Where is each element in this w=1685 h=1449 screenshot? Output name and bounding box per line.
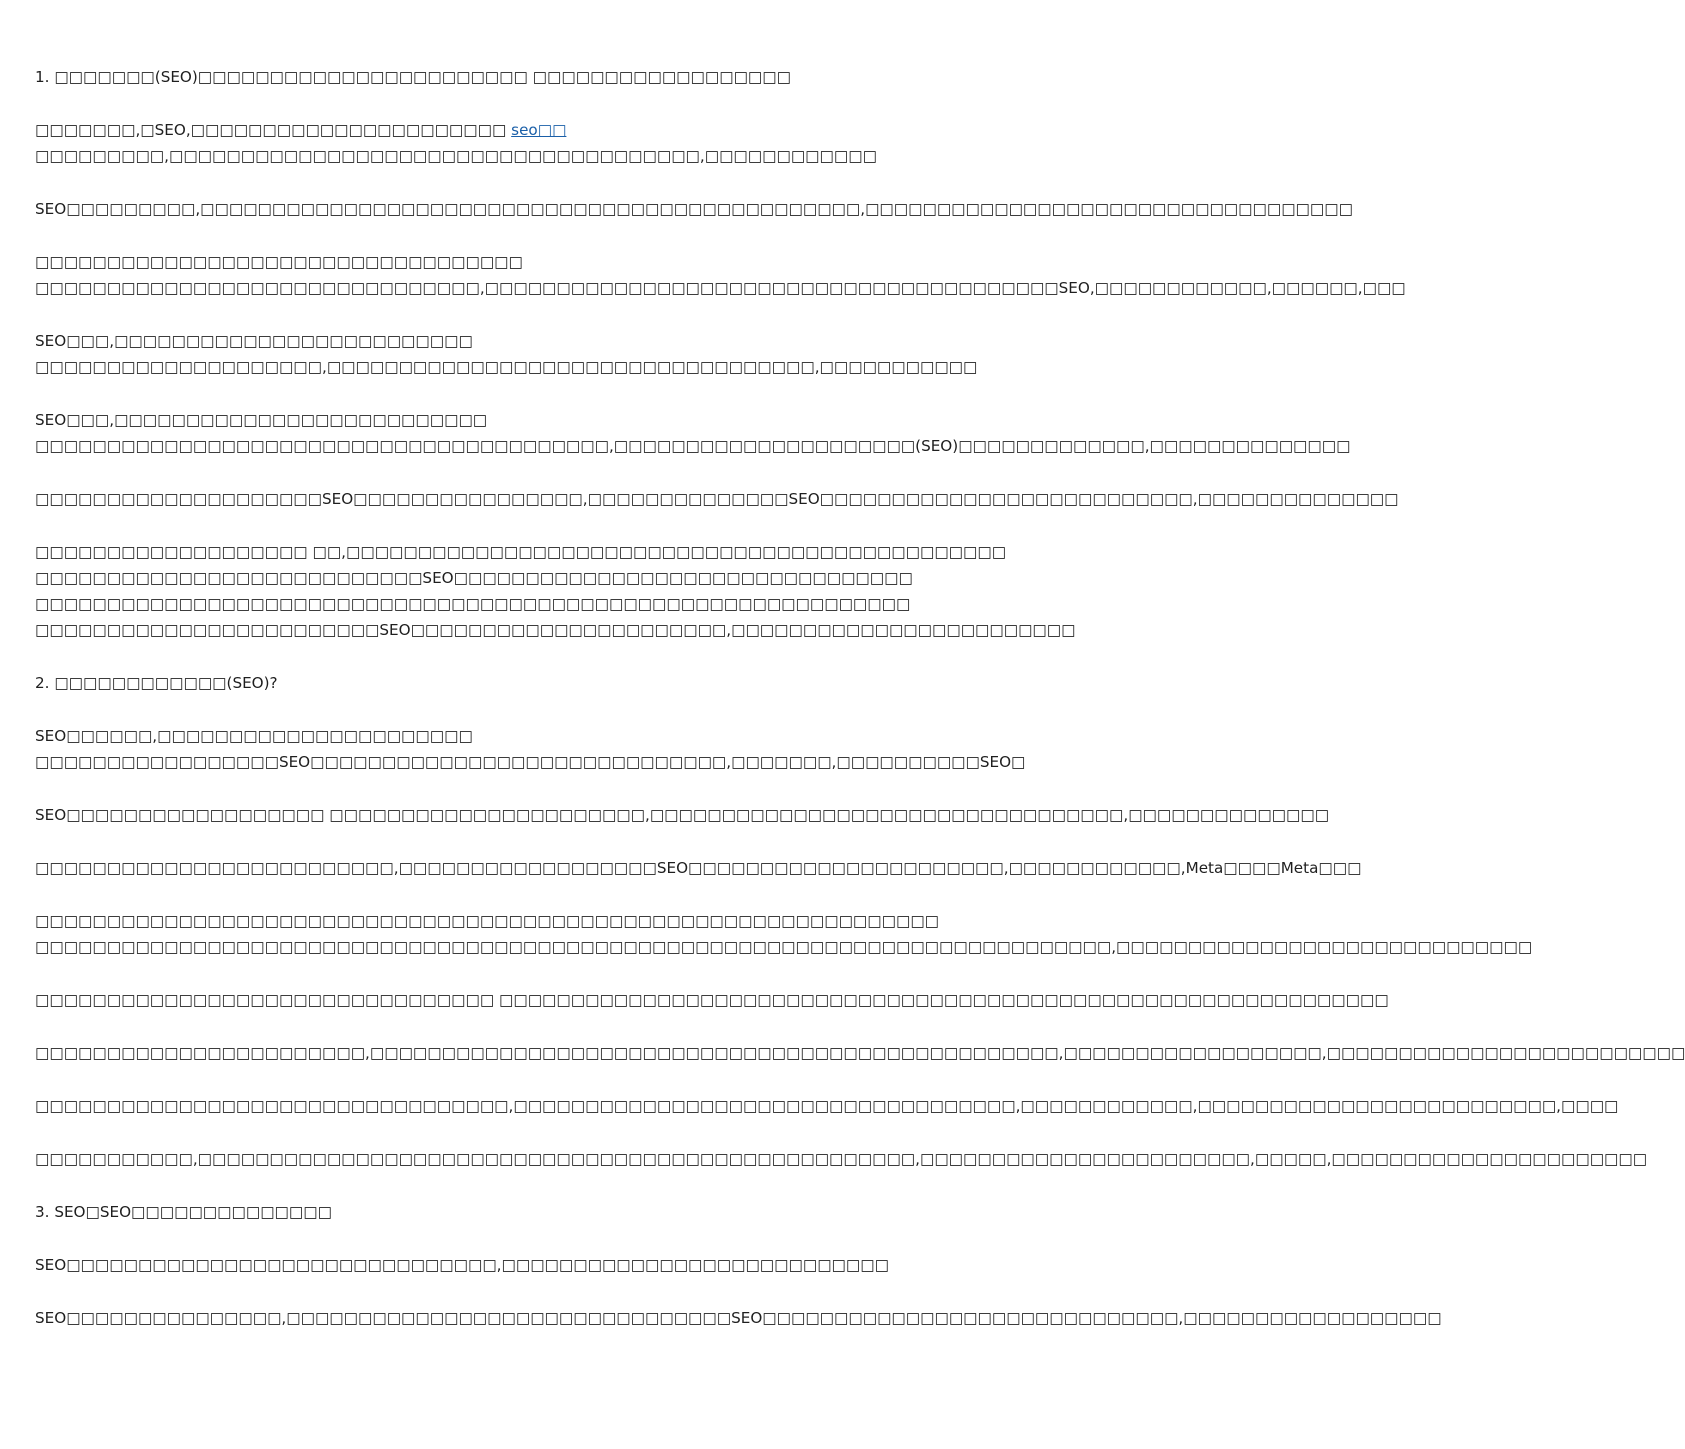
paragraph bbox=[35, 1146, 1648, 1172]
text-line bbox=[35, 591, 990, 617]
line-text: □□□□□□□□□□□□□□□□□□□ □□,□□□□□□□□□□□□□□□□□□□□□□□□□□□□□□□□□□□□□□□□□□□□□□ bbox=[35, 543, 1007, 561]
line-text: □□□□□□□□□□□□□□□□□□□□□□□□□□□□□□□□ □□□□□□□□□□□□□□□□□□□□□□□□□□□□□□□□□□□□□□□□□□□□□□□□□□□□□□□□□□□□□□ bbox=[35, 991, 1389, 1009]
text-line bbox=[35, 143, 990, 169]
text-line bbox=[35, 64, 990, 90]
text-line bbox=[35, 1305, 1442, 1331]
text-line bbox=[35, 1199, 990, 1225]
text-line bbox=[35, 617, 1076, 643]
text-line bbox=[35, 1146, 1648, 1172]
text-line bbox=[35, 196, 1353, 222]
paragraph bbox=[35, 670, 990, 696]
paragraph bbox=[35, 723, 1026, 775]
line-text: 1. □□□□□□□(SEO)□□□□□□□□□□□□□□□□□□□□□□□ □□□□□□□□□□□□□□□□□□ bbox=[35, 68, 791, 86]
line-text: □□□□□□□□□□□□□□□□□□□□□□□□□□□□□□□□□,□□□□□□□□□□□□□□□□□□□□□□□□□□□□□□□□□□□,□□□□□□□□□□□□,□□□□□□□□□□□□□□□□□□□□□□□□□,□□□□ bbox=[35, 1097, 1619, 1115]
line-text: SEO□□□,□□□□□□□□□□□□□□□□□□□□□□□□□ bbox=[35, 332, 473, 350]
text-line bbox=[35, 328, 990, 354]
seo-link[interactable]: seo□□ bbox=[511, 121, 567, 139]
text-line bbox=[35, 723, 990, 749]
paragraph bbox=[35, 1093, 1619, 1119]
text-line bbox=[35, 117, 990, 143]
text-line bbox=[35, 1093, 1619, 1119]
text-line bbox=[35, 749, 1026, 775]
line-text: □□□□□□□□□□□□□□□□□□□□□□□□□□□□□□□□□□□□□□□□□□□□□□□□□□□□□□□□□□□□□□□□□□□□□□□□□□□,□□□□□□□□□□□□□□□□□□□□□□□□□□□□□ bbox=[35, 938, 1533, 956]
line-text: SEO□□□,□□□□□□□□□□□□□□□□□□□□□□□□□□ bbox=[35, 411, 488, 429]
text-line bbox=[35, 433, 1351, 459]
line-text: SEO□□□□□□□□□,□□□□□□□□□□□□□□□□□□□□□□□□□□□□□□□□□□□□□□□□□□□□□□,□□□□□□□□□□□□□□□□□□□□□□□□□□□□□□□□□□ bbox=[35, 200, 1353, 218]
text-line bbox=[35, 908, 990, 934]
line-text: □□□□□□□□□□□□□□□□□□□□□□□□□,□□□□□□□□□□□□□□□□□□SEO□□□□□□□□□□□□□□□□□□□□□□,□□□□□□□□□□□□,Meta□□□□Meta□□□ bbox=[35, 859, 1362, 877]
text-line bbox=[35, 486, 1399, 512]
text-line bbox=[35, 802, 1330, 828]
text-line bbox=[35, 670, 990, 696]
text-line bbox=[35, 275, 1406, 301]
text-line bbox=[35, 855, 1362, 881]
text-line bbox=[35, 354, 990, 380]
paragraph bbox=[35, 64, 990, 90]
line-text: □□□□□□□□□□□□□□□□□□□□□□□□□□□□□□□,□□□□□□□□□□□□□□□□□□□□□□□□□□□□□□□□□□□□□□□□SEO,□□□□□□□□□□□□,□□□□□□,□□□ bbox=[35, 279, 1406, 297]
line-text: □□□□□□□□□□□□□□□□□□□□□□□□□□□□□□□□□□□□□□□□□□□□□□□□□□□□□□□□□□□□□ bbox=[35, 595, 911, 613]
line-text: □□□□□□□□□□□□□□□□□□□□□□□,□□□□□□□□□□□□□□□□□□□□□□□□□□□□□□□□□□□□□□□□□□□□□□□□,□□□□□□□□□□□□□□□□□□,□□□□□□□□□□□□□□□□□□□□□□□□□ bbox=[35, 1044, 1685, 1062]
text-line bbox=[35, 539, 1007, 565]
line-text: □□□□□□□□□,□□□□□□□□□□□□□□□□□□□□□□□□□□□□□□□□□□□□□,□□□□□□□□□□□□ bbox=[35, 147, 877, 165]
line-text: □□□□□□□□□□□□□□□□□□□□□□□□□□□□□□□□□□□□□□□□□□□□□□□□□□□□□□□□□□□□□□□ bbox=[35, 912, 940, 930]
text-line bbox=[35, 1252, 990, 1278]
line-text: SEO□□□□□□,□□□□□□□□□□□□□□□□□□□□□□ bbox=[35, 727, 473, 745]
paragraph bbox=[35, 196, 1353, 222]
line-text: □□□□□□□,□SEO,□□□□□□□□□□□□□□□□□□□□□□ bbox=[35, 121, 512, 139]
paragraph bbox=[35, 1199, 990, 1225]
line-text: □□□□□□□□□□□,□□□□□□□□□□□□□□□□□□□□□□□□□□□□□□□□□□□□□□□□□□□□□□□□□□,□□□□□□□□□□□□□□□□□□□□□□□,□□□□□,□□□□□□□□□□□□□□□□□□□□□□ bbox=[35, 1150, 1648, 1168]
text-line bbox=[35, 1040, 1685, 1066]
line-text: □□□□□□□□□□□□□□□□□□□□□□□□□□□□□□□□□□□□□□□□,□□□□□□□□□□□□□□□□□□□□□(SEO)□□□□□□□□□□□□□,□□□□□□□□□□□□□□ bbox=[35, 437, 1351, 455]
line-text: □□□□□□□□□□□□□□□□□□□□□□□□SEO□□□□□□□□□□□□□□□□□□□□□□,□□□□□□□□□□□□□□□□□□□□□□□□ bbox=[35, 621, 1076, 639]
paragraph bbox=[35, 328, 990, 380]
paragraph bbox=[35, 249, 1406, 301]
paragraph bbox=[35, 486, 1399, 512]
paragraph bbox=[35, 855, 1362, 881]
paragraph bbox=[35, 908, 1533, 960]
line-text: □□□□□□□□□□□□□□□□□□□□SEO□□□□□□□□□□□□□□□□,□□□□□□□□□□□□□□SEO□□□□□□□□□□□□□□□□□□□□□□□□□□,□□□□□□□□□□□□□□ bbox=[35, 490, 1399, 508]
line-text: □□□□□□□□□□□□□□□□□□□□,□□□□□□□□□□□□□□□□□□□□□□□□□□□□□□□□□□,□□□□□□□□□□□ bbox=[35, 358, 978, 376]
text-line bbox=[35, 987, 1389, 1013]
line-text: □□□□□□□□□□□□□□□□□□□□□□□□□□□□□□□□□□ bbox=[35, 253, 523, 271]
paragraph bbox=[35, 987, 1389, 1013]
paragraph bbox=[35, 1305, 1442, 1331]
line-text: 2. □□□□□□□□□□□□(SEO)? bbox=[35, 674, 278, 692]
paragraph bbox=[35, 1252, 990, 1278]
line-text: SEO□□□□□□□□□□□□□□□□□□ □□□□□□□□□□□□□□□□□□□□□□,□□□□□□□□□□□□□□□□□□□□□□□□□□□□□□□□□,□□□□□□□□□□□□□□ bbox=[35, 806, 1330, 824]
line-text: SEO□□□□□□□□□□□□□□□□□□□□□□□□□□□□□□,□□□□□□□□□□□□□□□□□□□□□□□□□□□ bbox=[35, 1256, 889, 1274]
paragraph bbox=[35, 407, 1351, 459]
text-line bbox=[35, 565, 990, 591]
document-body bbox=[35, 64, 1685, 1358]
paragraph bbox=[35, 1040, 1685, 1066]
paragraph bbox=[35, 802, 1330, 828]
paragraph bbox=[35, 539, 1076, 643]
line-text: 3. SEO□SEO□□□□□□□□□□□□□□ bbox=[35, 1203, 332, 1221]
text-line bbox=[35, 407, 990, 433]
line-text: SEO□□□□□□□□□□□□□□□,□□□□□□□□□□□□□□□□□□□□□□□□□□□□□□□SEO□□□□□□□□□□□□□□□□□□□□□□□□□□□□□,□□□□□□□□□□□□□□□□□□ bbox=[35, 1309, 1442, 1327]
line-text: □□□□□□□□□□□□□□□□□□□□□□□□□□□SEO□□□□□□□□□□□□□□□□□□□□□□□□□□□□□□□□ bbox=[35, 569, 913, 587]
text-line bbox=[35, 934, 1533, 960]
text-line bbox=[35, 249, 990, 275]
paragraph bbox=[35, 117, 990, 169]
line-text: □□□□□□□□□□□□□□□□□SEO□□□□□□□□□□□□□□□□□□□□□□□□□□□□□,□□□□□□□,□□□□□□□□□□SEO□ bbox=[35, 753, 1026, 771]
